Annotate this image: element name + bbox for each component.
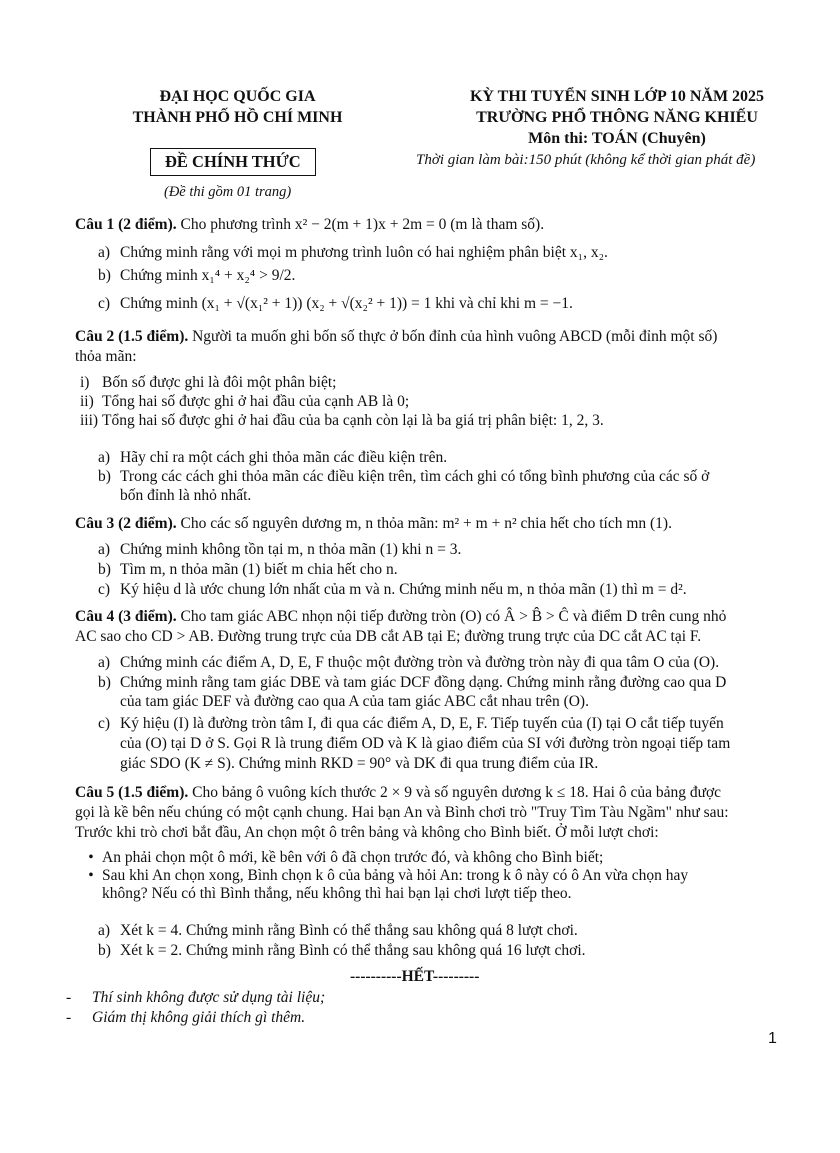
q5-part-a <box>98 921 578 941</box>
q2-iii-text: Tổng hai số được ghi ở hai đầu của ba cạnh còn lại là ba giá trị phân biệt: 1, 2, 3. <box>102 412 604 429</box>
time-note: Thời gian làm bài:150 phút (không kể thời gian phát đề) <box>416 152 756 168</box>
q2-b-text1: Trong các cách ghi thỏa mãn các điều kiện trên, tìm cách ghi có tổng bình phương của các số ở <box>120 468 710 485</box>
q3-a-text: Chứng minh không tồn tại m, n thỏa mãn (1) khi n = 3. <box>120 541 462 558</box>
q3-part-a <box>98 540 461 560</box>
q4-title: Câu 4 (3 điểm). <box>75 608 177 625</box>
q5-bullet2-text2: không? Nếu có thì Bình thắng, nếu không thì hai bạn lại chơi lượt tiếp theo. <box>102 885 572 902</box>
q2-cond-iii <box>80 411 604 431</box>
school-name: TRƯỜNG PHỔ THÔNG NĂNG KHIẾU <box>476 109 758 126</box>
q4-c-text3: giác SDO (K ≠ S). Chứng minh RKD = 90° và DK đi qua trung điểm của IR. <box>120 755 599 772</box>
q3-c-text: Ký hiệu d là ước chung lớn nhất của m và n. Chứng minh nếu m, n thỏa mãn (1) thì m = d². <box>120 581 687 598</box>
dash-icon: - <box>66 1009 72 1026</box>
official-exam-label: ĐỀ CHÍNH THỨC <box>150 148 316 176</box>
page-number: 1 <box>768 1030 777 1047</box>
q3-b-text: Tìm m, n thỏa mãn (1) biết m chia hết cho n. <box>120 561 398 578</box>
q4-c-text2: của (O) tại D ở S. Gọi R là trung điểm OD và K là giao điểm của SI với đường tròn ngoại tiếp tam <box>120 735 731 752</box>
q5-intro3: Trước khi trò chơi bắt đầu, An chọn một ô trên bảng và không cho Bình biết. Ở mỗi lượt chơi: <box>75 824 659 841</box>
q1-part-b <box>98 266 295 286</box>
q4-c-text1: Ký hiệu (I) là đường tròn tâm I, đi qua các điểm A, D, E, F. Tiếp tuyến của (I) tại O cắt tiếp tuyến <box>120 715 724 732</box>
q4-c-label: c) <box>98 715 111 732</box>
q2-a-label: a) <box>98 449 111 466</box>
q5-b-text: Xét k = 2. Chứng minh rằng Bình có thể thắng sau không quá 16 lượt chơi. <box>120 942 586 959</box>
q1-b-text: Chứng minh x₁⁴ + x₂⁴ > 9/2. <box>120 267 296 284</box>
q3-title: Câu 3 (2 điểm). <box>75 515 177 532</box>
q5-intro2: gọi là kề bên nếu chúng có một cạnh chung. Hai bạn An và Bình chơi trò "Truy Tìm Tàu Ngầm" như sau: <box>75 804 729 821</box>
q5-bullet1 <box>80 848 603 868</box>
q3-part-c <box>98 580 687 600</box>
q2-cond-i <box>80 373 336 393</box>
q5-part-b <box>98 941 586 961</box>
q3-c-label: c) <box>98 581 111 598</box>
university-name <box>100 86 375 128</box>
q5-b-label: b) <box>98 942 111 959</box>
bullet-icon: • <box>88 849 94 866</box>
bullet-icon: • <box>88 867 94 884</box>
footer-note1-text: Thí sinh không được sử dụng tài liệu; <box>92 989 326 1006</box>
university-line2: THÀNH PHỐ HỒ CHÍ MINH <box>132 109 343 126</box>
q2-b-text2: bốn đỉnh là nhỏ nhất. <box>120 487 252 504</box>
q1-part-a <box>98 243 608 263</box>
q1-b-label: b) <box>98 267 111 284</box>
q5-bullet1-text: An phải chọn một ô mới, kề bên với ô đã chọn trước đó, và không cho Bình biết; <box>102 849 604 866</box>
q3-intro-line <box>75 514 672 534</box>
q2-iii-label: iii) <box>80 412 99 429</box>
q5-a-text: Xét k = 4. Chứng minh rằng Bình có thể thắng sau không quá 8 lượt chơi. <box>120 922 578 939</box>
footer-note2 <box>66 1008 305 1028</box>
q4-b-text2: của tam giác DEF và đường cao qua A của tam giác ABC cắt nhau trên (O). <box>120 693 589 710</box>
q3-part-b <box>98 560 398 580</box>
q4-a-label: a) <box>98 654 111 671</box>
q2-part-a <box>98 448 447 468</box>
q3-b-label: b) <box>98 561 111 578</box>
q4-intro2: AC sao cho CD > AB. Đường trung trực của DB cắt AB tại E; đường trung trực của DC cắt AC tại F. <box>75 628 702 645</box>
q4-part-c <box>98 714 724 734</box>
q5-bullet2-text1: Sau khi An chọn xong, Bình chọn k ô của bảng và hỏi An: trong k ô này có ô An vừa chọn hay <box>102 867 689 884</box>
q2-intro2: thỏa mãn: <box>75 348 137 365</box>
q1-c-label: c) <box>98 295 111 312</box>
q1-title: Câu 1 (2 điểm). <box>75 216 177 233</box>
dash-icon: - <box>66 989 72 1006</box>
q2-a-text: Hãy chỉ ra một cách ghi thỏa mãn các điều kiện trên. <box>120 449 448 466</box>
q3-a-label: a) <box>98 541 111 558</box>
q2-title: Câu 2 (1.5 điểm). <box>75 328 189 345</box>
q2-ii-text: Tổng hai số được ghi ở hai đầu của cạnh AB là 0; <box>102 393 410 410</box>
q2-cond-ii <box>80 392 409 412</box>
pages-note: (Đề thi gồm 01 trang) <box>164 184 292 200</box>
exam-title <box>452 86 782 149</box>
q4-b-label: b) <box>98 674 111 691</box>
subject-line: Môn thi: TOÁN (Chuyên) <box>528 130 706 147</box>
university-line1: ĐẠI HỌC QUỐC GIA <box>159 88 316 105</box>
q2-intro1: Người ta muốn ghi bốn số thực ở bốn đỉnh của hình vuông ABCD (mỗi đỉnh một số) <box>192 328 718 345</box>
q1-a-text: Chứng minh rằng với mọi m phương trình luôn có hai nghiệm phân biệt x₁, x₂. <box>120 244 608 261</box>
q4-part-a <box>98 653 719 673</box>
q3-intro: Cho các số nguyên dương m, n thỏa mãn: m² + m + n² chia hết cho tích mn (1). <box>180 515 672 532</box>
q5-a-label: a) <box>98 922 111 939</box>
footer-note1 <box>66 988 325 1008</box>
q1-a-label: a) <box>98 244 111 261</box>
q1-intro-line <box>75 215 544 235</box>
q2-i-label: i) <box>80 374 90 391</box>
q1-part-c <box>98 294 573 314</box>
q4-part-b <box>98 673 726 693</box>
q4-a-text: Chứng minh các điểm A, D, E, F thuộc một đường tròn và đường tròn này đi qua tâm O của (O). <box>120 654 720 671</box>
end-marker: ----------HẾT--------- <box>350 968 480 985</box>
q2-b-label: b) <box>98 468 111 485</box>
q2-part-b <box>98 467 709 487</box>
q5-bullet2 <box>80 866 688 886</box>
q4-b-text1: Chứng minh rằng tam giác DBE và tam giác DCF đồng dạng. Chứng minh rằng đường cao qua D <box>120 674 727 691</box>
q4-intro1: Cho tam giác ABC nhọn nội tiếp đường tròn (O) có Â > B̂ > Ĉ và điểm D trên cung nhỏ <box>180 608 727 625</box>
q1-intro: Cho phương trình x² − 2(m + 1)x + 2m = 0 (m là tham số). <box>180 216 545 233</box>
footer-note2-text: Giám thị không giải thích gì thêm. <box>92 1009 306 1026</box>
q4-intro-line1 <box>75 607 726 627</box>
exam-title-line1: KỲ THI TUYỂN SINH LỚP 10 NĂM 2025 <box>469 88 765 105</box>
q2-ii-label: ii) <box>80 393 94 410</box>
q5-title: Câu 5 (1.5 điểm). <box>75 784 189 801</box>
q5-intro-line1 <box>75 783 721 803</box>
q1-c-text: Chứng minh (x₁ + √(x₁² + 1)) (x₂ + √(x₂² + 1)) = 1 khi và chỉ khi m = −1. <box>120 295 573 312</box>
q5-intro1: Cho bảng ô vuông kích thước 2 × 9 và số nguyên dương k ≤ 18. Hai ô của bảng được <box>192 784 722 801</box>
q2-intro-line <box>75 327 717 347</box>
q2-i-text: Bốn số được ghi là đôi một phân biệt; <box>102 374 337 391</box>
